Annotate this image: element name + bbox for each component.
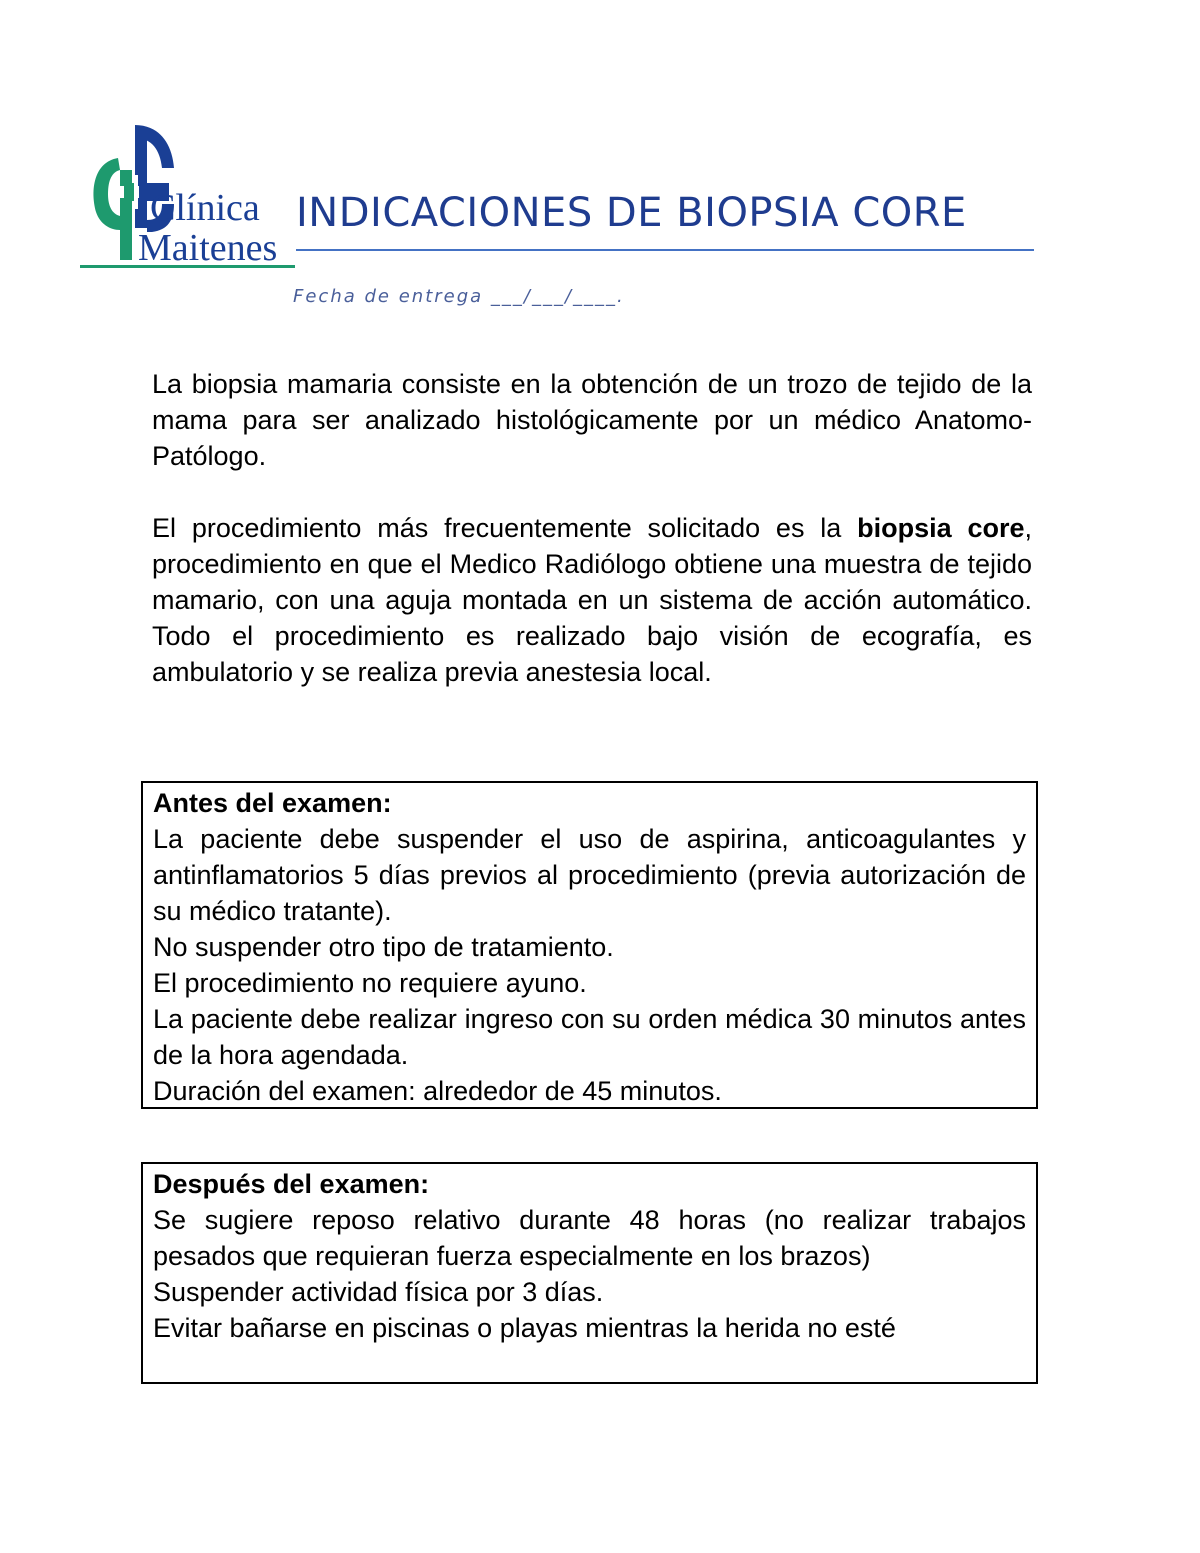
after-exam-item: Suspender actividad física por 3 días. [153, 1277, 604, 1307]
after-exam-heading: Después del examen: [153, 1169, 430, 1199]
before-exam-box [141, 781, 1038, 1109]
title-underline [296, 249, 1034, 251]
intro-p2-bold: biopsia core [857, 513, 1025, 543]
intro-paragraph-1: La biopsia mamaria consiste en la obtención de un trozo de tejido de la mama para ser analizado histológicamente por un médico Anatomo-Patólogo. [152, 369, 1032, 471]
page-title: INDICACIONES DE BIOPSIA CORE [296, 190, 967, 236]
after-exam-item: Se sugiere reposo relativo durante 48 horas (no realizar trabajos pesados que requieran fuerza especialmente en los brazos) [153, 1205, 1026, 1271]
intro-paragraph-2 [152, 510, 1032, 690]
clinic-logo [80, 120, 295, 270]
before-exam-item: La paciente debe suspender el uso de aspirina, anticoagulantes y antinflamatorios 5 días previos al procedimiento (previa autorización de su médico tratante). [153, 824, 1026, 926]
delivery-date-field: Fecha de entrega ___/___/____. [293, 286, 625, 307]
logo-text-maitenes: Maitenes [138, 227, 278, 269]
after-exam-item: Evitar bañarse en piscinas o playas mientras la herida no esté [153, 1313, 896, 1343]
before-exam-item: La paciente debe realizar ingreso con su orden médica 30 minutos antes de la hora agendada. [153, 1004, 1026, 1070]
clinic-logo-mark [80, 120, 295, 270]
after-exam-box [141, 1162, 1038, 1384]
before-exam-item: No suspender otro tipo de tratamiento. [153, 932, 614, 962]
before-exam-item: El procedimiento no requiere ayuno. [153, 968, 587, 998]
intro-p2-start: El procedimiento más frecuentemente solicitado es la [152, 513, 858, 543]
before-exam-heading: Antes del examen: [153, 788, 392, 818]
intro-p2-end: , procedimiento en que el Medico Radiólogo obtiene una muestra de tejido mamario, con una aguja montada en un sistema de acción automático. Todo el procedimiento es realizado bajo visión de ecografía, es ambulatorio y se realiza previa anestesia local. [152, 513, 1033, 687]
logo-text-clinica: Clínica [150, 187, 260, 229]
before-exam-item: Duración del examen: alrededor de 45 minutos. [153, 1076, 722, 1106]
